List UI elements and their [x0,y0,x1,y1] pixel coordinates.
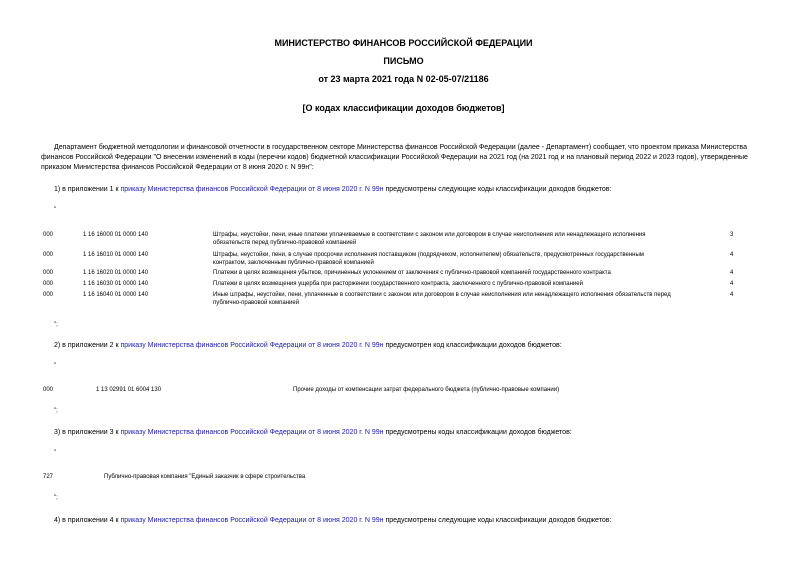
order-link-3[interactable]: приказу Министерства финансов Российской Федерации от 8 июня 2020 г. N 99н [120,429,384,436]
item-3-suffix: предусмотрены коды классификации доходов бюджетов: [383,429,572,436]
income-code: 1 13 02991 01 6004 130 [96,387,162,393]
income-code: 1 16 16000 01 0000 140 [83,232,149,238]
income-name-line-1: Иные штрафы, неустойки, пени, уплаченные в соответствии с законом или договором в случае неисполнения или ненадлежащего исполнения обязательств перед [213,292,671,298]
item-2-suffix: предусмотрен код классификации доходов бюджетов: [383,342,562,349]
item-4 [54,516,611,526]
item-4-suffix: предусмотрены следующие коды классификации доходов бюджетов: [383,517,612,524]
intro-line-1: Департамент бюджетной методологии и финансовой отчетности в государственном секторе Министерства финансов Российской Федерации (далее - Департамент) сообщает, что проектом приказа Министерства [54,144,747,151]
appendix-col: 4 [730,292,734,298]
admin-name: Публично-правовая компания "Единый заказчик в сфере строительства [104,474,306,480]
quote-close-3: "; [54,495,58,501]
quote-close-1: "; [54,322,58,328]
quote-open-3: " [54,450,57,456]
income-code: 1 16 16040 01 0000 140 [83,292,149,298]
income-name-line-2: публично-правовой компанией [213,300,300,306]
income-name-line-1: Штрафы, неустойки, пени, в случае просрочки исполнения поставщиком (подрядчиком, исполнителем) обязательств, предусмотренных государственным [213,252,644,258]
appendix-col: 4 [730,270,734,276]
doc-type: ПИСЬМО [383,56,424,66]
admin-code: 727 [43,474,54,480]
order-link-2[interactable]: приказу Министерства финансов Российской Федерации от 8 июня 2020 г. N 99н [120,342,384,349]
admin-code: 000 [43,252,54,258]
order-link-1[interactable]: приказу Министерства финансов Российской Федерации от 8 июня 2020 г. N 99н [120,186,384,193]
income-name-line-2: обязательств перед публично-правовой компанией [213,240,357,246]
order-link-4[interactable]: приказу Министерства финансов Российской Федерации от 8 июня 2020 г. N 99н [120,517,384,524]
income-name-line-2: контрактом, заключенным публично-правовой компанией [213,260,374,266]
income-code: 1 16 16030 01 0000 140 [83,281,149,287]
item-2 [54,341,562,351]
income-name-line-1: Платежи в целях возмещения убытков, причиненных уклонением от заключения с публично-правовой компанией государственного контракта [213,270,611,276]
quote-open-2: " [54,363,57,369]
income-code: 1 16 16010 01 0000 140 [83,252,149,258]
item-1 [54,185,611,195]
intro-line-3: приказом Министерства финансов Российской Федерации от 8 июня 2020 г. N 99н": [41,164,314,171]
doc-date-number: от 23 марта 2021 года N 02-05-07/21186 [318,74,489,84]
ministry-title: МИНИСТЕРСТВО ФИНАНСОВ РОССИЙСКОЙ ФЕДЕРАЦИИ [274,38,533,48]
admin-code: 000 [43,270,54,276]
item-4-prefix: 4) в приложении 4 к [54,517,121,524]
item-3-prefix: 3) в приложении 3 к [54,429,121,436]
item-3 [54,428,572,438]
quote-close-2: "; [54,408,58,414]
appendix-col: 3 [730,232,734,238]
income-code: 1 16 16020 01 0000 140 [83,270,149,276]
income-name-line-1: Штрафы, неустойки, пени, иные платежи уплачиваемые в соответствии с законом или договором в случае неисполнения или ненадлежащего исполнения [213,232,646,238]
admin-code: 000 [43,292,54,298]
intro-line-2: финансов Российской Федерации "О внесении изменений в коды (перечни кодов) бюджетной классификации Российской Федерации на 2021 год (на 2021 год и на плановый период 2022 и 2023 годов), утвержденные [41,154,748,161]
admin-code: 000 [43,232,54,238]
item-1-suffix: предусмотрены следующие коды классификации доходов бюджетов: [383,186,612,193]
quote-open-1: " [54,207,57,213]
income-name-line-1: Платежи в целях возмещения ущерба при расторжении государственного контракта, заключенного с публично-правовой компанией [213,281,583,287]
admin-code: 000 [43,387,54,393]
appendix-col: 4 [730,252,734,258]
item-1-prefix: 1) в приложении 1 к [54,186,121,193]
doc-subject: [О кодах классификации доходов бюджетов] [302,103,505,113]
item-2-prefix: 2) в приложении 2 к [54,342,121,349]
admin-code: 000 [43,281,54,287]
appendix-col: 4 [730,281,734,287]
income-name: Прочие доходы от компенсации затрат федерального бюджета (публично-правовые компании) [293,387,560,393]
